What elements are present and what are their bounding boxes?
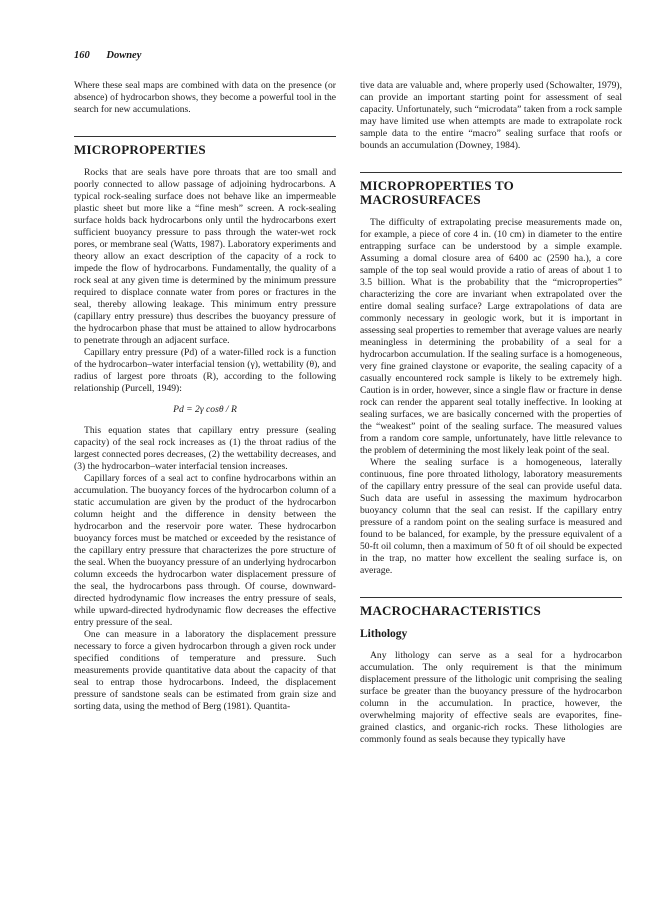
- section-rule: [360, 172, 622, 173]
- continued-paragraph: tive data are valuable and, where properly used (Schowalter, 1979), can provide an important starting point for assessment of seal capacity. Unfortunately, such “microdata” taken from a rock sample may have limited use when attempts are made to extrapolate rock sample data to the entire “macro” sealing surface that roofs or bounds an accumulation (Downey, 1984).: [360, 80, 622, 151]
- subsection-heading-lithology: Lithology: [360, 628, 408, 640]
- left-column: [74, 80, 336, 713]
- paragraph: This equation states that capillary entry pressure (sealing capacity) of the seal rock increases as (1) the throat radius of the largest connected pores decreases, (2) the wettability decreases, and (3) the hydrocarbon–water interfacial tension increases.: [74, 425, 336, 472]
- paragraph: Any lithology can serve as a seal for a hydrocarbon accumulation. The only requirement is that the minimum displacement pressure of the lithologic unit comprising the sealing surface be greater than the buoyancy pressure of the hydrocarbon column in the accumulation. In practice, however, the overwhelming majority of effective seals are evaporites, fine-grained clastics, and organic-rich rocks. These lithologies are commonly found as seals because they typically have: [360, 650, 622, 745]
- paragraph: One can measure in a laboratory the displacement pressure necessary to force a given hydrocarbon through a given rock under specified conditions of temperature and pressure. Such measurements provide quantitative data about the capacity of that seal to entrap those hydrocarbons. Indeed, the displacement pressure of sandstone seals can be estimated from grain size and sorting data, using the method of Berg (1981). Quantita-: [74, 629, 336, 712]
- section-heading-microproperties-to-macrosurfaces: MICROPROPERTIES TO MACROSURFACES: [360, 178, 514, 207]
- intro-paragraph: Where these seal maps are combined with data on the presence (or absence) of hydrocarbon shows, they become a powerful tool in the search for new accumulations.: [74, 80, 336, 115]
- section-heading-macrocharacteristics: MACROCHARACTERISTICS: [360, 603, 541, 618]
- section-heading-microproperties: MICROPROPERTIES: [74, 142, 206, 157]
- paragraph: Rocks that are seals have pore throats that are too small and poorly connected to allow passage of adjoining hydrocarbons. A typical rock-sealing surface does not behave like an impermeable plastic sheet but more like a “fine mesh” screen. A rock-sealing surface holds back hydrocarbons only until the hydrocarbons exert sufficient buoyancy pressure to pass through the water-wet rock pores, or membrane seal (Watts, 1987). Laboratory experiments and theory allow an exact description of the capacity of a rock to impede the flow of hydrocarbons. Fundamentally, the quality of a rock seal at any given time is determined by the minimum pressure required to displace connate water from pores or fractures in the seal, thereby allowing leakage. This minimum entry pressure (capillary entry pressure) thus describes the buoyancy pressure of the hydrocarbon phase that must be attained to allow hydrocarbons to penetrate through an adjacent surface.: [74, 167, 336, 346]
- section-rule: [360, 597, 622, 598]
- paragraph: The difficulty of extrapolating precise measurements made on, for example, a piece of core 4 in. (10 cm) in diameter to the entire entrapping surface can be understood by a simple example. Assuming a domal closure area of 6400 ac (2590 ha.), a core sample of the top seal would provide a ratio of areas of about 1 to 3.5 billion. What is the probability that the “microproperties” characterizing the core are invariant when extrapolated over the entire domal sealing surface? Large extrapolations of data are commonly necessary in geologic work, but it is important in assessing seal properties to remember that average values are nearly meaningless in determining the probability of a seal for a hydrocarbon accumulation. If the sealing surface is a homogeneous, very fine grained claystone or evaporite, the sealing capacity of a casually encountered rock sample is likely to be extremely high. Caution is in order, however, since a single flaw or fracture in dense rock can render the apparent seal totally ineffective. In looking at sealing surfaces, we are basically concerned with the properties of the “weakest” point of the sealing surface. The measured values from a random core sample, unfortunately, have little relevance to the problem of determining the most likely leak point of the seal.: [360, 217, 622, 456]
- paragraph: Capillary forces of a seal act to confine hydrocarbons within an accumulation. The buoyancy forces of the hydrocarbon column of a static accumulation are given by the product of the hydrocarbon column height and the difference in density between the hydrocarbon and the reservoir pore water. These hydrocarbon buoyancy forces must be matched or exceeded by the resistance of the capillary entry pressure that characterizes the pore structure of the seal. When the buoyancy pressure of an underlying hydrocarbon column exceeds the hydrocarbon water displacement pressure of the seal, the hydrocarbons pass through. Of course, downward-directed hydrodynamic flow increases the entry pressure of seals, while upward-directed hydrodynamic flow decreases the effective entry pressure of the seal.: [74, 473, 336, 628]
- page-number: 160: [74, 50, 90, 61]
- paragraph: Where the sealing surface is a homogeneous, laterally continuous, fine pore throated lithology, laboratory measurements of the capillary entry pressure of the seal can provide useful data. Such data are useful in assessing the maximum hydrocarbon buoyancy column that the seal can resist. If the capillary entry pressure of a random point on the sealing surface is measured and found to be balanced, for example, by the pressure equivalent of a 50-ft oil column, then a maximum of 50 ft of oil should be expected in the trap, no matter how excellent the sealing surface is, on average.: [360, 457, 622, 576]
- equation: Pd = 2γ cosθ / R: [173, 404, 237, 415]
- running-header: [74, 50, 141, 61]
- right-column: [360, 80, 622, 746]
- section-rule: [74, 136, 336, 137]
- paragraph: Capillary entry pressure (Pd) of a water-filled rock is a function of the hydrocarbon–water interfacial tension (γ), wettability (θ), and radius of largest pore throats (R), according to the following relationship (Purcell, 1949):: [74, 347, 336, 394]
- running-author: Downey: [106, 50, 142, 61]
